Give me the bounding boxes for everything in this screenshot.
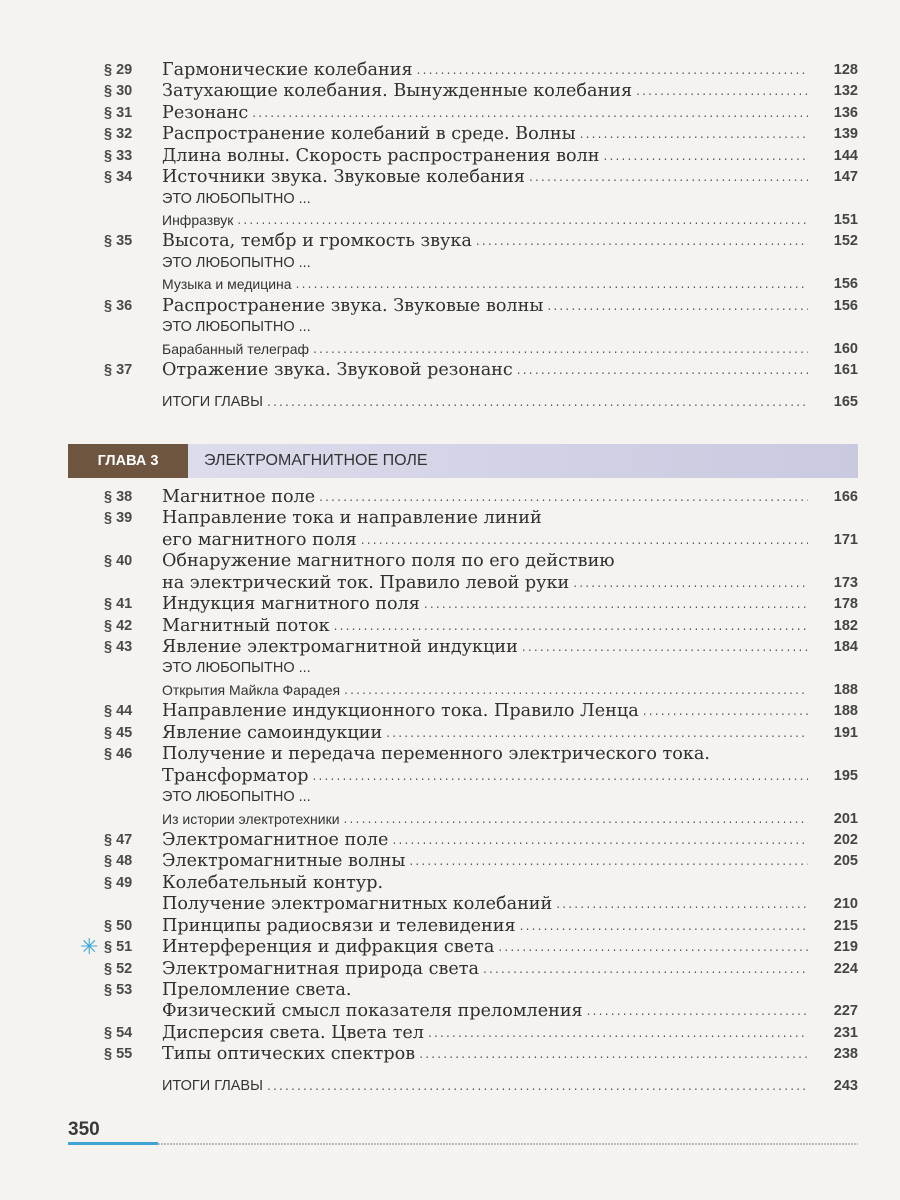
- entry-title: Интерференция и дифракция света: [162, 937, 495, 958]
- chapter-header: [68, 444, 858, 478]
- entry-title: Распространение звука. Звуковые волны: [162, 295, 544, 316]
- note-heading-row: [68, 189, 858, 210]
- entry-title: Преломление света.: [162, 980, 352, 1001]
- note-heading: ЭТО ЛЮБОПЫТНО ...: [162, 789, 311, 806]
- entry-title: Из истории электротехники: [162, 810, 340, 827]
- toc-entry-line: [68, 146, 858, 167]
- toc-section-chapter-2-tail: [68, 60, 858, 413]
- asterisk-icon: ✳: [80, 934, 99, 960]
- toc-entry-line: [68, 167, 858, 188]
- entry-page: 215: [833, 917, 858, 934]
- entry-title: ИТОГИ ГЛАВЫ: [162, 1077, 263, 1094]
- dot-leader: [309, 339, 808, 360]
- note-entry: [68, 339, 858, 360]
- toc-entry-line: [68, 124, 858, 145]
- dot-leader: [569, 573, 808, 594]
- dot-leader: [494, 937, 808, 958]
- dot-leader: [248, 103, 808, 124]
- dot-leader: [308, 766, 808, 787]
- paragraph-number: § 36: [104, 297, 133, 314]
- entry-title: Принципы радиосвязи и телевидения: [162, 915, 516, 936]
- dot-leader: [583, 1001, 808, 1022]
- entry-page: 191: [833, 724, 858, 741]
- entry-title: его магнитного поля: [162, 529, 357, 550]
- toc-entry-line: [68, 744, 858, 765]
- paragraph-number: § 48: [104, 853, 133, 870]
- paragraph-number: § 35: [104, 233, 133, 250]
- paragraph-number: § 44: [104, 703, 133, 720]
- dot-leader: [388, 830, 808, 851]
- chapter-summary-entry: [68, 392, 858, 413]
- toc-entry-line: [68, 637, 858, 658]
- entry-title: Резонанс: [162, 102, 249, 123]
- dot-leader: [479, 959, 808, 980]
- entry-title: Трансформатор: [162, 765, 309, 786]
- toc-entry-line: [68, 551, 858, 572]
- note-heading-row: [68, 253, 858, 274]
- dot-leader: [330, 616, 808, 637]
- entry-page: 160: [833, 340, 858, 357]
- dot-leader: [472, 231, 808, 252]
- toc-entry-line: [68, 934, 858, 960]
- entry-title: Колебательный контур.: [162, 872, 384, 893]
- entry-page: 231: [833, 1024, 858, 1041]
- paragraph-number: § 41: [104, 596, 133, 613]
- note-entry: [68, 274, 858, 295]
- entry-page: 205: [833, 853, 858, 870]
- paragraph-number: § 37: [104, 362, 133, 379]
- entry-page: 156: [833, 297, 858, 314]
- toc-entry-line: [68, 594, 858, 615]
- paragraph-number: § 40: [104, 553, 133, 570]
- entry-title: на электрический ток. Правило левой руки: [162, 572, 570, 593]
- dot-leader: [518, 637, 808, 658]
- paragraph-number: § 52: [104, 960, 133, 977]
- entry-title: Музыка и медицина: [162, 276, 292, 293]
- note-entry: [68, 680, 858, 701]
- paragraph-number: § 34: [104, 169, 133, 186]
- chapter-summary-entry: [68, 1076, 858, 1097]
- entry-title: Источники звука. Звуковые колебания: [162, 167, 525, 188]
- chapter-title: ЭЛЕКТРОМАГНИТНОЕ ПОЛЕ: [188, 444, 858, 478]
- entry-page: 144: [833, 147, 858, 164]
- entry-page: 238: [833, 1046, 858, 1063]
- paragraph-number-text: § 51: [104, 939, 133, 956]
- toc-entry-line: [68, 723, 858, 744]
- entry-page: 165: [833, 393, 858, 410]
- dot-leader: [357, 530, 808, 551]
- entry-page: 171: [833, 531, 858, 548]
- paragraph-number: § 45: [104, 724, 133, 741]
- toc-entry-line: [68, 916, 858, 937]
- dot-leader: [292, 274, 808, 295]
- entry-title: Магнитное поле: [162, 486, 316, 507]
- dot-leader: [233, 210, 808, 231]
- toc-entry-line: [68, 1023, 858, 1044]
- entry-page: 188: [833, 703, 858, 720]
- toc-entry-line: [68, 530, 858, 551]
- paragraph-number: § 32: [104, 126, 133, 143]
- dot-leader: [420, 594, 808, 615]
- entry-page: 132: [833, 83, 858, 100]
- entry-title: Дисперсия света. Цвета тел: [162, 1022, 424, 1043]
- toc-entry-line: [68, 81, 858, 102]
- dot-leader: [415, 1044, 808, 1065]
- paragraph-number: § 53: [104, 982, 133, 999]
- dot-leader: [513, 360, 808, 381]
- entry-title: Барабанный телеграф: [162, 340, 309, 357]
- footer-accent-rule: [68, 1142, 158, 1145]
- entry-title: Индукция магнитного поля: [162, 594, 420, 615]
- entry-title: Высота, тембр и громкость звука: [162, 231, 472, 252]
- toc-entry-line: [68, 103, 858, 124]
- note-heading-row: [68, 317, 858, 338]
- entry-page: 188: [833, 681, 858, 698]
- toc-section-chapter-3: [68, 487, 858, 1097]
- paragraph-number: § 49: [104, 874, 133, 891]
- entry-page: 136: [833, 104, 858, 121]
- dot-leader: [576, 124, 808, 145]
- entry-page: 210: [833, 896, 858, 913]
- dot-leader: [424, 1023, 808, 1044]
- toc-entry-line: [68, 830, 858, 851]
- footer-dotted-rule: [158, 1143, 858, 1145]
- toc-entry-line: [68, 1002, 858, 1023]
- toc-entry-line: [68, 487, 858, 508]
- paragraph-number: § 43: [104, 639, 133, 656]
- paragraph-number: § 47: [104, 831, 133, 848]
- dot-leader: [516, 916, 808, 937]
- toc-entry-line: [68, 573, 858, 594]
- toc-entry-line: [68, 232, 858, 253]
- dot-leader: [639, 701, 808, 722]
- paragraph-number: § 33: [104, 147, 133, 164]
- dot-leader: [543, 296, 808, 317]
- entry-page: 243: [833, 1077, 858, 1094]
- entry-page: 152: [833, 233, 858, 250]
- entry-page: 201: [833, 810, 858, 827]
- entry-page: 202: [833, 831, 858, 848]
- entry-title: Магнитный поток: [162, 615, 330, 636]
- note-heading: ЭТО ЛЮБОПЫТНО ...: [162, 190, 311, 207]
- note-heading: ЭТО ЛЮБОПЫТНО ...: [162, 254, 311, 271]
- toc-entry-line: [68, 616, 858, 637]
- paragraph-number: § 29: [104, 61, 133, 78]
- toc-entry-line: [68, 701, 858, 722]
- entry-title: Физический смысл показателя преломления: [162, 1001, 583, 1022]
- toc-entry-line: [68, 508, 858, 529]
- paragraph-number: § 50: [104, 917, 133, 934]
- dot-leader: [340, 809, 808, 830]
- toc-entry-line: [68, 851, 858, 872]
- dot-leader: [552, 894, 808, 915]
- dot-leader: [340, 680, 808, 701]
- entry-page: 184: [833, 639, 858, 656]
- entry-title: Направление тока и направление линий: [162, 508, 542, 529]
- entry-page: 139: [833, 126, 858, 143]
- paragraph-number: § 55: [104, 1046, 133, 1063]
- toc-entry-line: [68, 873, 858, 894]
- toc-entry-line: [68, 1044, 858, 1065]
- entry-title: Явление электромагнитной индукции: [162, 637, 518, 658]
- toc-entry-line: [68, 60, 858, 81]
- dot-leader: [263, 392, 808, 413]
- paragraph-number: § 38: [104, 488, 133, 505]
- dot-leader: [599, 146, 808, 167]
- note-heading: ЭТО ЛЮБОПЫТНО ...: [162, 660, 311, 677]
- entry-title: Отражение звука. Звуковой резонанс: [162, 360, 513, 381]
- toc-entry-line: [68, 766, 858, 787]
- entry-title: Электромагнитные волны: [162, 851, 406, 872]
- entry-title: Электромагнитное поле: [162, 829, 389, 850]
- entry-title: Направление индукционного тока. Правило Ленца: [162, 701, 639, 722]
- paragraph-number: § 54: [104, 1024, 133, 1041]
- entry-title: Электромагнитная природа света: [162, 958, 479, 979]
- entry-page: 173: [833, 574, 858, 591]
- dot-leader: [315, 487, 808, 508]
- chapter-label: ГЛАВА 3: [68, 444, 188, 478]
- note-heading-row: [68, 659, 858, 680]
- entry-page: 219: [833, 939, 858, 956]
- paragraph-number: § 46: [104, 746, 133, 763]
- entry-title: Обнаружение магнитного поля по его действию: [162, 551, 615, 572]
- entry-page: 178: [833, 596, 858, 613]
- dot-leader: [263, 1076, 808, 1097]
- dot-leader: [525, 167, 808, 188]
- page-number: 350: [68, 1119, 100, 1140]
- dot-leader: [382, 723, 808, 744]
- entry-title: Получение и передача переменного электрического тока.: [162, 744, 710, 765]
- entry-title: Длина волны. Скорость распространения волн: [162, 145, 600, 166]
- toc-entry-line: [68, 296, 858, 317]
- toc-entry-line: [68, 959, 858, 980]
- entry-title: Явление самоиндукции: [162, 722, 383, 743]
- entry-page: 147: [833, 169, 858, 186]
- entry-title: Получение электромагнитных колебаний: [162, 894, 553, 915]
- entry-page: 224: [833, 960, 858, 977]
- entry-title: Открытия Майкла Фарадея: [162, 681, 341, 698]
- dot-leader: [413, 60, 808, 81]
- paragraph-number: § 31: [104, 104, 133, 121]
- entry-title: Гармонические колебания: [162, 59, 413, 80]
- entry-page: 227: [833, 1003, 858, 1020]
- entry-page: 128: [833, 61, 858, 78]
- paragraph-number: [68, 934, 162, 960]
- note-heading: ЭТО ЛЮБОПЫТНО ...: [162, 319, 311, 336]
- entry-title: Затухающие колебания. Вынужденные колебания: [162, 81, 633, 102]
- dot-leader: [405, 851, 808, 872]
- note-entry: [68, 210, 858, 231]
- toc-entry-line: [68, 980, 858, 1001]
- entry-page: 156: [833, 276, 858, 293]
- note-entry: [68, 809, 858, 830]
- paragraph-number: § 39: [104, 510, 133, 527]
- entry-title: ИТОГИ ГЛАВЫ: [162, 393, 263, 410]
- note-heading-row: [68, 787, 858, 808]
- entry-page: 182: [833, 617, 858, 634]
- toc-entry-line: [68, 894, 858, 915]
- paragraph-number: § 42: [104, 617, 133, 634]
- paragraph-number: § 30: [104, 83, 133, 100]
- entry-page: 161: [833, 362, 858, 379]
- entry-page: 151: [833, 212, 858, 229]
- entry-title: Типы оптических спектров: [162, 1044, 416, 1065]
- toc-entry-line: [68, 360, 858, 381]
- dot-leader: [632, 81, 808, 102]
- entry-page: 195: [833, 767, 858, 784]
- entry-title: Распространение колебаний в среде. Волны: [162, 124, 576, 145]
- entry-title: Инфразвук: [162, 212, 234, 229]
- entry-page: 166: [833, 488, 858, 505]
